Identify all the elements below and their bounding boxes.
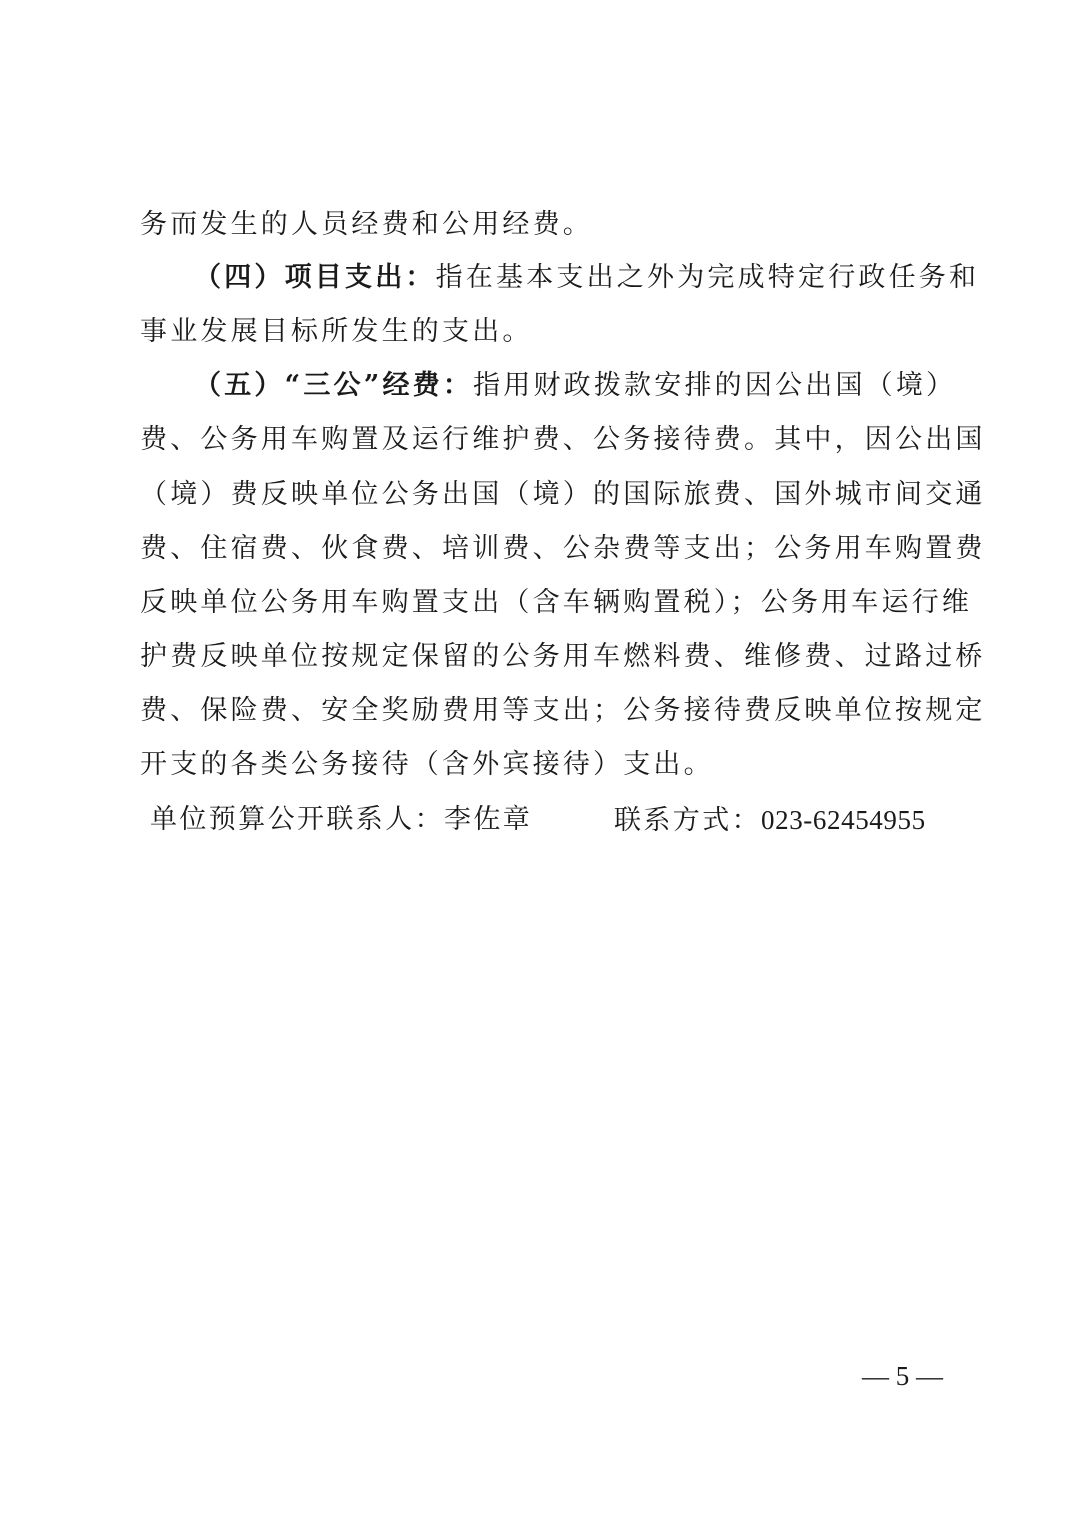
contact-info (150, 800, 940, 840)
text-segment: 指用财政拨款安排的因公出国（境） (473, 370, 957, 401)
paragraph-line (194, 366, 957, 406)
text-segment: 费、住宿费、伙食费、培训费、公杂费等支出；公务用车购置费 (140, 533, 986, 564)
text-segment: 指在基本支出之外为完成特定行政任务和 (435, 262, 980, 293)
text-segment: 护费反映单位按规定保留的公务用车燃料费、维修费、过路过桥 (140, 641, 986, 672)
text-segment: （境）费反映单位公务出国（境）的国际旅费、国外城市间交通 (140, 479, 986, 510)
paragraph-line (140, 691, 986, 731)
text-segment: 开支的各类公务接待（含外宾接待）支出。 (140, 749, 714, 780)
contact-person-name: 李佐章 (444, 804, 533, 835)
section-heading-project-expense: （四）项目支出： (194, 262, 436, 293)
text-segment: 反映单位公务用车购置支出（含车辆购置税）；公务用车运行维 (140, 587, 973, 618)
contact-method (614, 800, 926, 841)
paragraph-line (140, 205, 940, 245)
paragraph-line (140, 312, 940, 352)
paragraph-line (140, 745, 940, 785)
paragraph-line (194, 258, 980, 298)
paragraph-line (140, 420, 986, 460)
page-number: — 5 — (862, 1361, 943, 1391)
text-segment: 务而发生的人员经费和公用经费。 (140, 209, 593, 240)
contact-method-label: 联系方式： (614, 805, 761, 836)
paragraph-line (140, 475, 986, 515)
text-segment: 事业发展目标所发生的支出。 (140, 316, 533, 347)
contact-person (150, 804, 532, 835)
text-segment: 费、公务用车购置及运行维护费、公务接待费。其中，因公出国 (140, 424, 986, 455)
paragraph-line (140, 583, 973, 623)
paragraph-line (140, 637, 986, 677)
text-segment: 费、保险费、安全奖励费用等支出；公务接待费反映单位按规定 (140, 695, 986, 726)
paragraph-line (140, 529, 986, 569)
section-heading-three-public-expenses: （五）“三公”经费： (194, 370, 474, 401)
contact-person-label: 单位预算公开联系人： (150, 804, 444, 835)
contact-phone: 023-62454955 (761, 805, 926, 835)
